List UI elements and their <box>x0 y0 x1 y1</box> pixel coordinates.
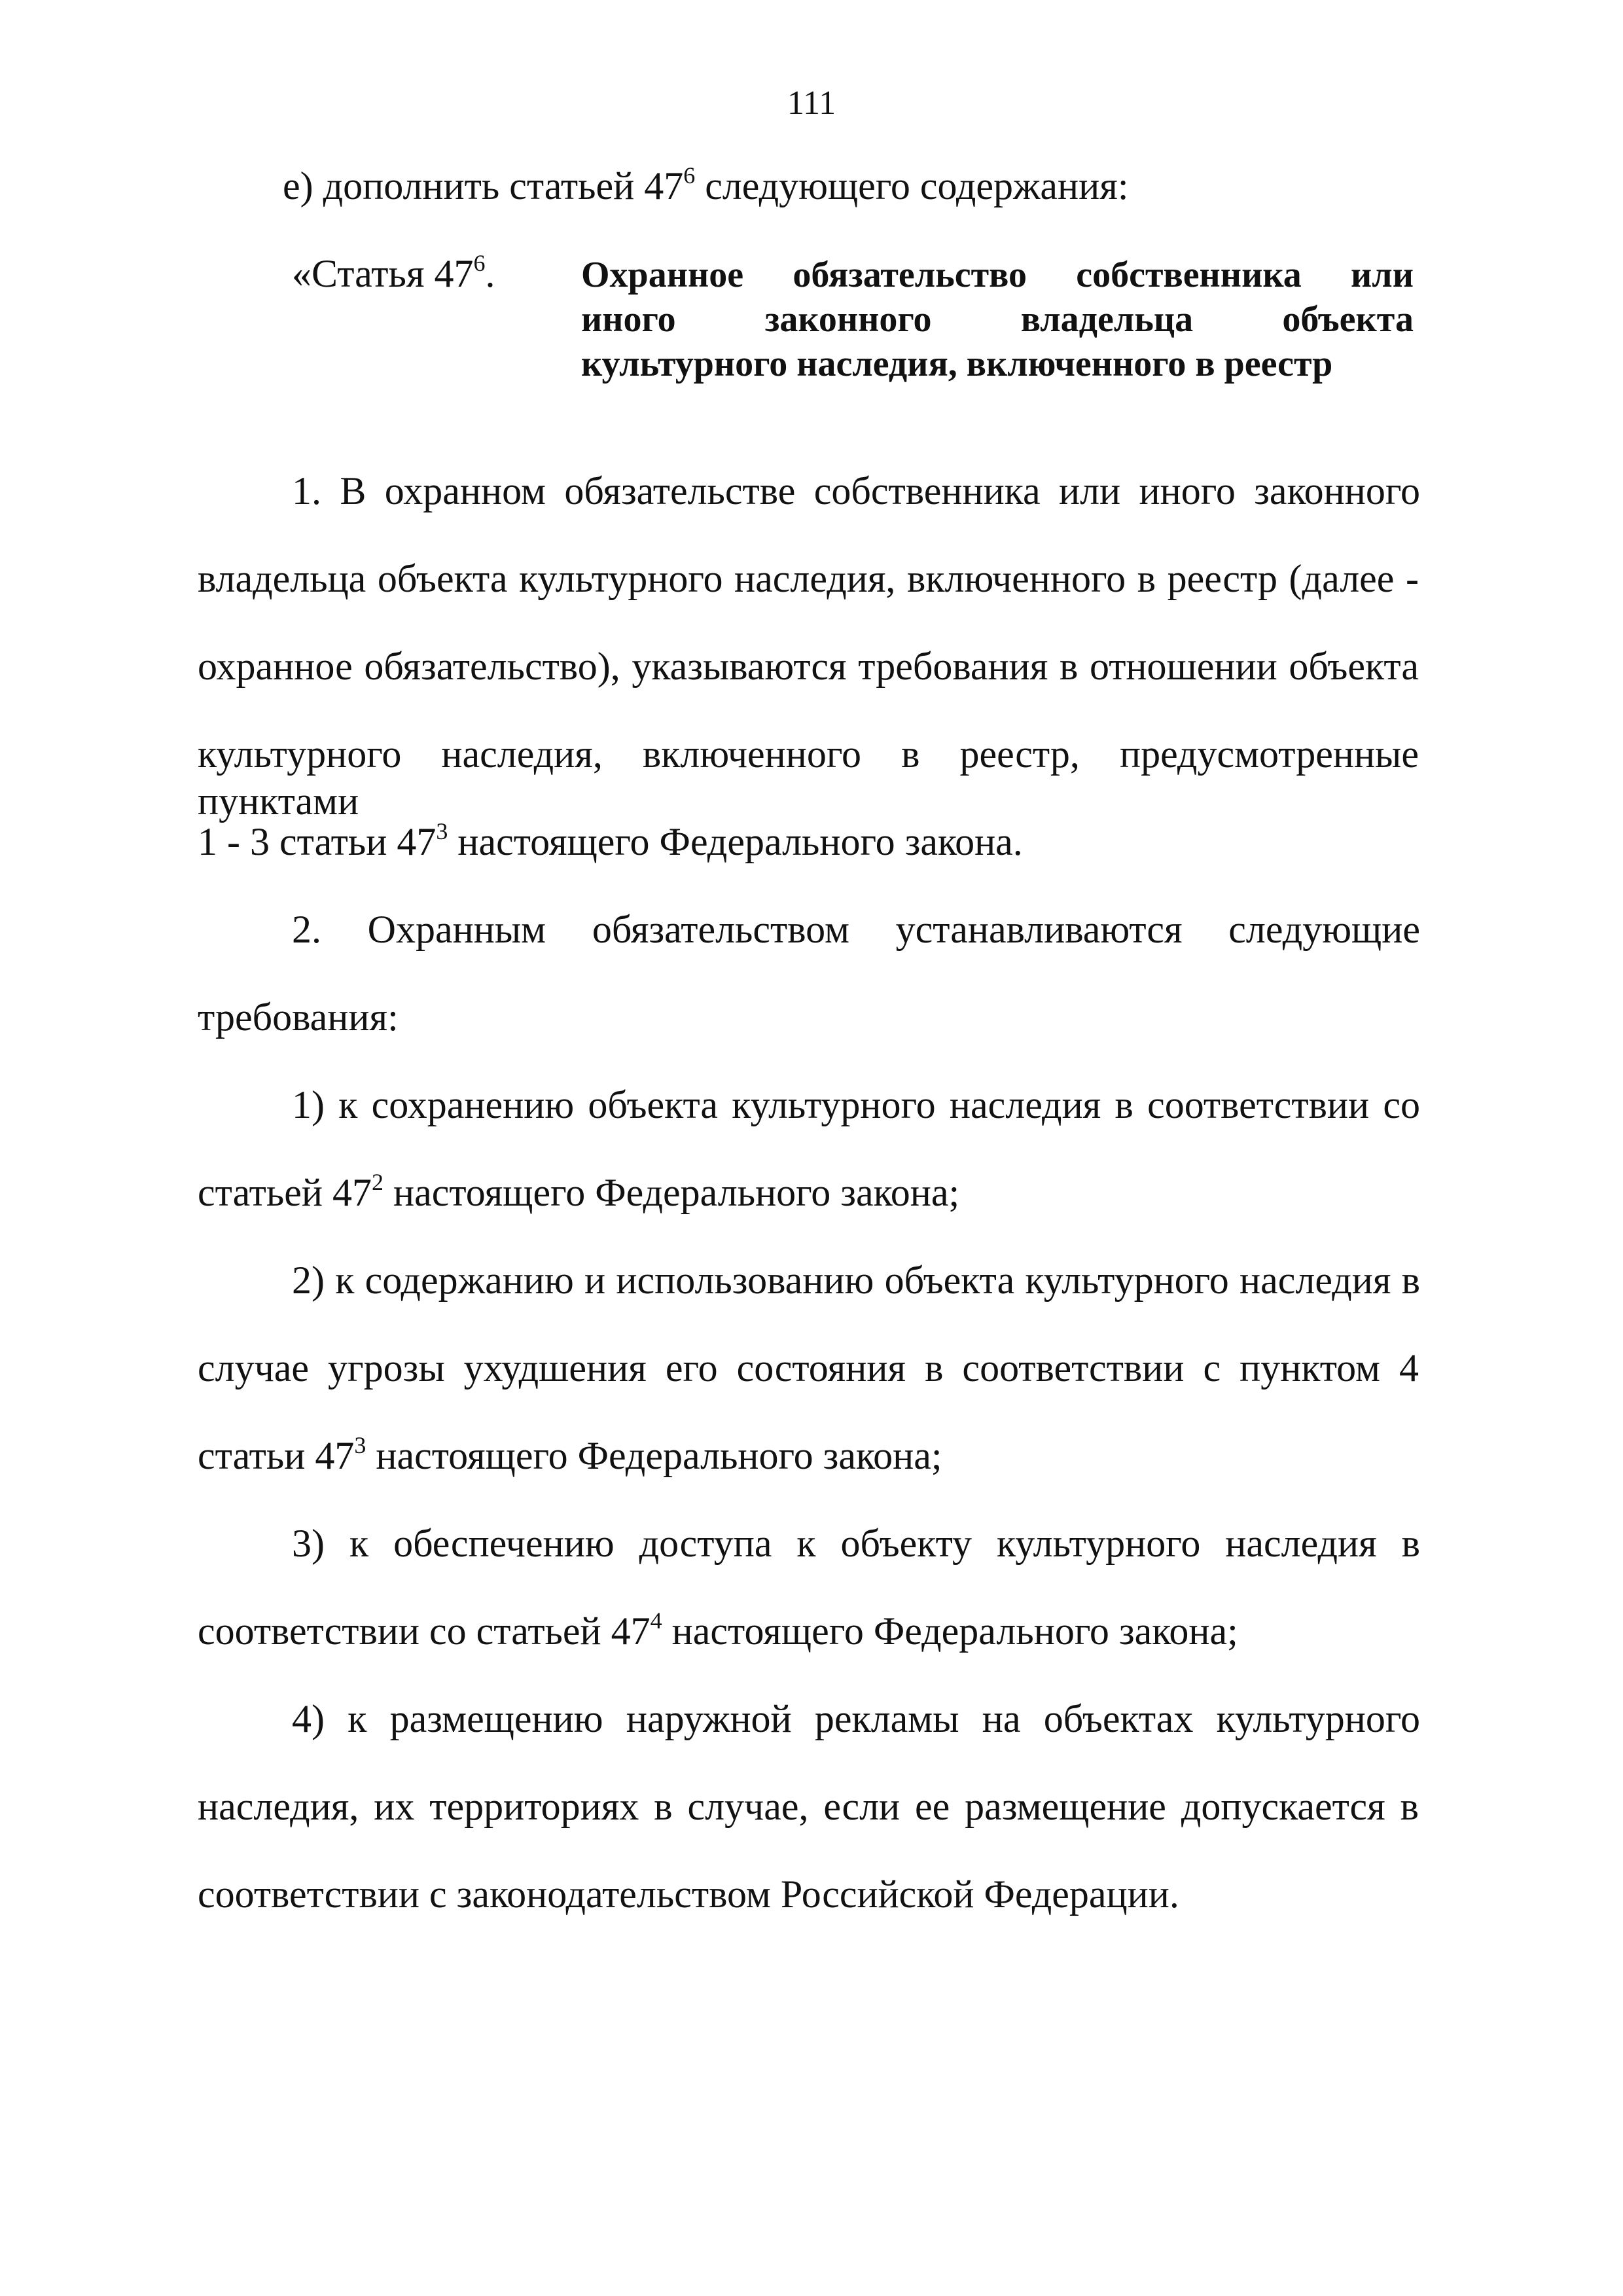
paragraph-1-line: 1. В охранном обязательстве собственника или иного законного <box>292 469 1420 512</box>
amendment-text: дополнить статьей 47 <box>323 164 684 207</box>
paragraph-2-line: 2. Охранным обязательством устанавливаются следующие <box>292 908 1420 951</box>
item-1-line: статьей $47^2$ настоящего Федерального закона; <box>198 1169 960 1214</box>
item-2-line: случае угрозы ухудшения его состояния в соответствии с пунктом 4 <box>198 1346 1419 1390</box>
amendment-superscript: 6 <box>683 162 696 188</box>
article-heading-line: Охранное обязательство собственника или <box>581 255 1414 295</box>
item-3-line: 3) к обеспечению доступа к объекту культурного наследия в <box>292 1522 1420 1565</box>
article-superscript: 6 <box>473 250 486 276</box>
article-label: «Статья $47^6$. <box>292 250 495 295</box>
amendment-label: е) <box>283 164 313 207</box>
article-heading-line: культурного наследия, включенного в реестр <box>581 344 1333 384</box>
item-2-line: 2) к содержанию и использованию объекта культурного наследия в <box>292 1259 1420 1302</box>
article-heading-line: иного законного владельца объекта <box>581 299 1414 340</box>
item-3-superscript: 4 <box>650 1607 662 1634</box>
item-2-superscript: 3 <box>354 1432 366 1458</box>
paragraph-1-line: охранное обязательство), указываются требования в отношении объекта <box>198 645 1419 688</box>
paragraph-2-line: требования: <box>198 996 399 1039</box>
item-4-line: наследия, их территориях в случае, если ее размещение допускается в <box>198 1785 1419 1828</box>
paragraph-1-line: владельца объекта культурного наследия, включенного в реестр (далее - <box>198 557 1419 600</box>
paragraph-1-superscript: 3 <box>436 818 448 844</box>
page-number: 111 <box>787 84 836 122</box>
item-1-line: 1) к сохранению объекта культурного наследия в соответствии со <box>292 1083 1420 1126</box>
paragraph-1-last-line: 1 - 3 статьи $47^3$ настоящего Федерального закона. <box>198 818 1023 863</box>
amendment-text-end: следующего содержания: <box>695 164 1129 207</box>
paragraph-1-line: культурного наследия, включенного в реестр, предусмотренные пунктами <box>198 732 1419 823</box>
item-4-line: 4) к размещению наружной рекламы на объектах культурного <box>292 1697 1420 1740</box>
item-1-superscript: 2 <box>372 1169 383 1195</box>
item-3-line: соответствии со статьей $47^4$ настоящего Федерального закона; <box>198 1607 1238 1653</box>
item-2-line: статьи $47^3$ настоящего Федерального закона; <box>198 1432 942 1477</box>
amendment-line <box>283 162 1129 209</box>
item-4-line: соответствии с законодательством Российской Федерации. <box>198 1873 1179 1916</box>
